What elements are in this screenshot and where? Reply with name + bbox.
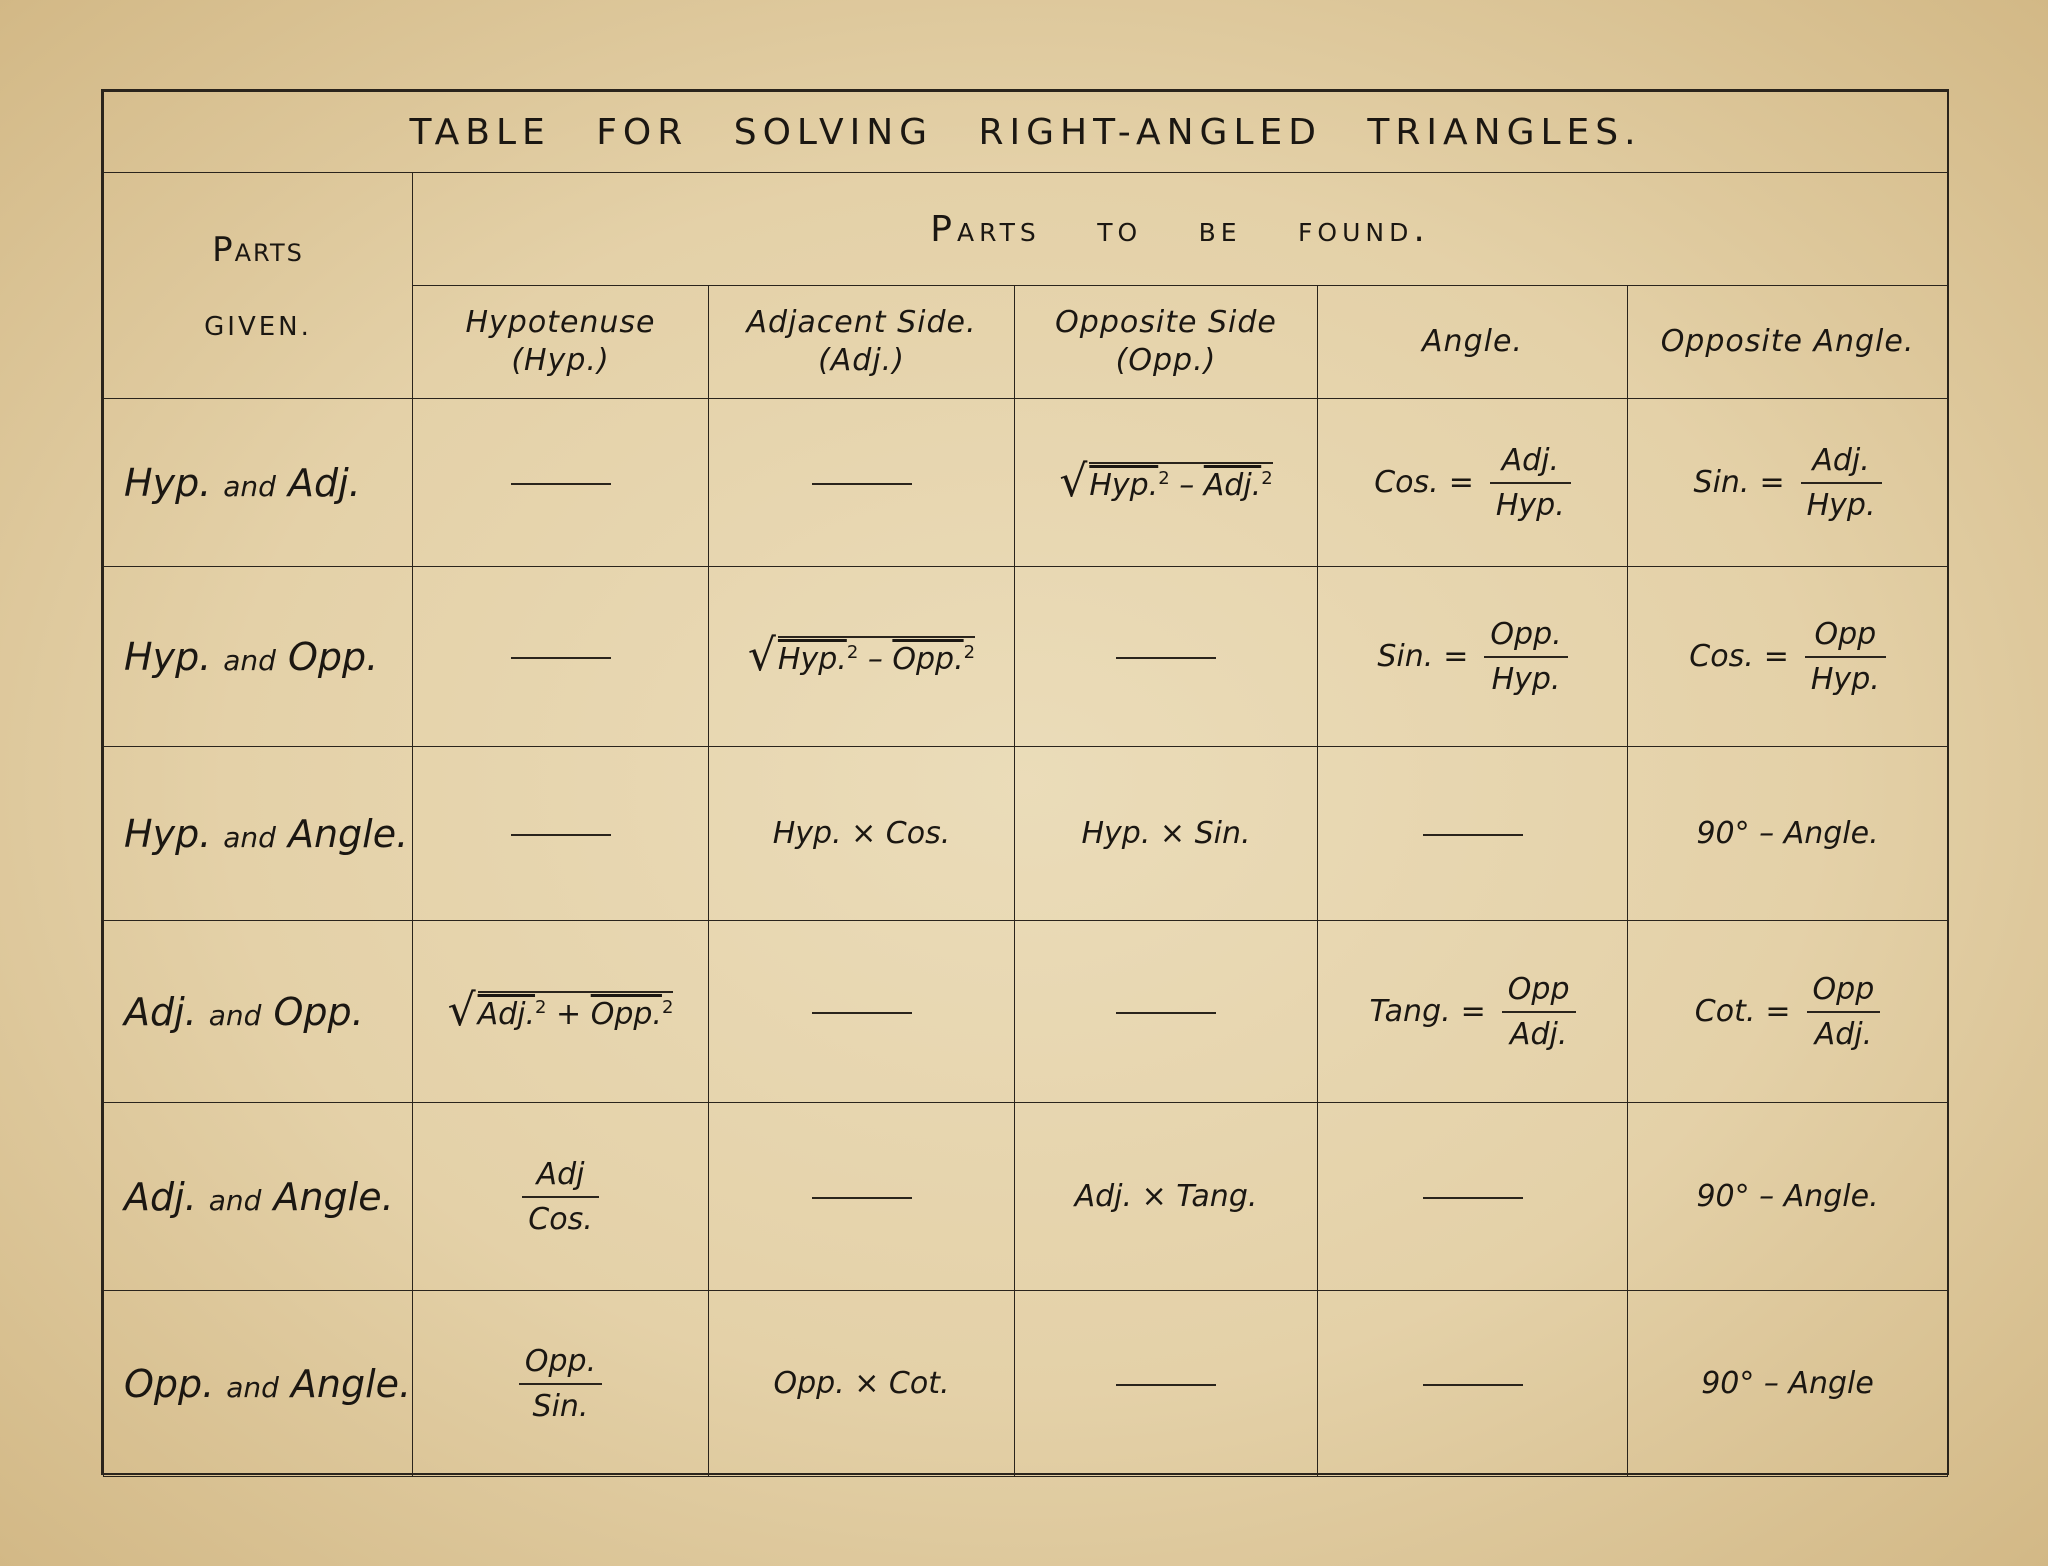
numerator: Adj bbox=[522, 1157, 598, 1198]
cell-not-applicable bbox=[709, 399, 1015, 567]
cell-not-applicable bbox=[413, 399, 709, 567]
cell-not-applicable bbox=[413, 567, 709, 747]
fraction bbox=[1807, 972, 1881, 1052]
fraction bbox=[1805, 617, 1886, 697]
exponent: 2 bbox=[1261, 468, 1273, 489]
dash-mark bbox=[1423, 1197, 1523, 1199]
given-part-b: Angle. bbox=[273, 1174, 394, 1219]
triangle-solving-table bbox=[103, 91, 1948, 1477]
table-title: TABLE FOR SOLVING RIGHT-ANGLED TRIANGLES. bbox=[104, 92, 1948, 173]
numerator: Opp bbox=[1807, 972, 1881, 1013]
radical-sign: √ bbox=[447, 985, 476, 1036]
cell-opposite-angle-formula bbox=[1628, 567, 1948, 747]
column-header-line1: Adjacent Side. bbox=[746, 305, 977, 340]
given-part-a: Adj. bbox=[124, 989, 197, 1034]
equals-sign: = bbox=[1765, 994, 1791, 1029]
table-row bbox=[104, 921, 1948, 1103]
radicand bbox=[778, 636, 975, 677]
formula-lhs: Cos. bbox=[1374, 465, 1439, 500]
exponent: 2 bbox=[661, 997, 674, 1018]
dash-mark bbox=[1116, 657, 1216, 659]
cell-adj-formula: Hyp. × Cos. bbox=[709, 747, 1015, 921]
cell-adj-formula bbox=[709, 567, 1015, 747]
cell-not-applicable bbox=[1015, 1291, 1318, 1477]
exponent: 2 bbox=[963, 642, 976, 663]
given-part-a: Hyp. bbox=[124, 634, 212, 679]
given-and: and bbox=[223, 469, 276, 503]
given-part-a: Opp. bbox=[124, 1361, 215, 1406]
column-header-line1: Opposite Angle. bbox=[1660, 324, 1915, 359]
table-row bbox=[104, 1103, 1948, 1291]
column-header-line1: Hypotenuse bbox=[465, 305, 656, 340]
radicand bbox=[1089, 462, 1272, 503]
formula-lhs: Sin. bbox=[1377, 639, 1434, 674]
parts-to-be-found-header: Parts to be found. bbox=[413, 173, 1948, 286]
numerator: Opp. bbox=[519, 1344, 602, 1385]
fraction bbox=[1490, 443, 1571, 523]
column-header-line2: (Opp.) bbox=[1115, 343, 1217, 378]
cell-opp-formula: Adj. × Tang. bbox=[1015, 1103, 1318, 1291]
formula-lhs: Tang. bbox=[1369, 994, 1451, 1029]
denominator: Sin. bbox=[532, 1388, 589, 1424]
formula-lhs: Sin. bbox=[1693, 465, 1750, 500]
parts-given-label-2: GIVEN. bbox=[204, 311, 312, 342]
cell-opposite-angle-formula: 90° – Angle bbox=[1628, 1291, 1948, 1477]
cell-not-applicable bbox=[413, 747, 709, 921]
table-row bbox=[104, 399, 1948, 567]
given-part-b: Adj. bbox=[287, 460, 361, 505]
given-part-b: Angle. bbox=[287, 811, 409, 856]
table-row bbox=[104, 1291, 1948, 1477]
numerator: Opp bbox=[1805, 617, 1886, 658]
cell-not-applicable bbox=[1318, 1103, 1628, 1291]
denominator: Hyp. bbox=[1810, 661, 1880, 697]
column-header-line1: Opposite Side bbox=[1055, 305, 1277, 340]
equals-sign: = bbox=[1460, 994, 1486, 1029]
term-b: Opp. bbox=[892, 642, 964, 677]
cell-hyp-formula bbox=[413, 1103, 709, 1291]
denominator: Cos. bbox=[528, 1201, 593, 1237]
square-root-expression bbox=[1059, 456, 1273, 507]
equals-sign: = bbox=[1763, 639, 1789, 674]
fraction bbox=[1484, 617, 1567, 697]
column-header-angle bbox=[1318, 286, 1628, 399]
row-label-hyp-opp bbox=[104, 567, 413, 747]
cell-not-applicable bbox=[709, 1103, 1015, 1291]
cell-angle-formula bbox=[1318, 399, 1628, 567]
dash-mark bbox=[1423, 1384, 1523, 1386]
cell-opposite-angle-formula: 90° – Angle. bbox=[1628, 1103, 1948, 1291]
cell-angle-formula bbox=[1318, 921, 1628, 1103]
exponent: 2 bbox=[535, 997, 547, 1018]
equals-sign: = bbox=[1759, 465, 1785, 500]
row-label-adj-angle bbox=[104, 1103, 413, 1291]
numerator: Opp bbox=[1502, 972, 1576, 1013]
parts-given-header bbox=[104, 173, 413, 399]
given-and: and bbox=[208, 1183, 262, 1217]
row-label-opp-angle bbox=[104, 1291, 413, 1477]
term-a: Hyp. bbox=[777, 642, 847, 677]
given-and: and bbox=[223, 820, 276, 854]
numerator: Opp. bbox=[1484, 617, 1567, 658]
dash-mark bbox=[511, 483, 611, 485]
column-header-adjacent-side bbox=[709, 286, 1015, 399]
given-and: and bbox=[226, 1370, 279, 1404]
column-header-line1: Angle. bbox=[1422, 324, 1523, 359]
cell-angle-formula bbox=[1318, 567, 1628, 747]
cell-not-applicable bbox=[1318, 1291, 1628, 1477]
denominator: Hyp. bbox=[1495, 487, 1565, 523]
term-a: Adj. bbox=[477, 997, 536, 1032]
cell-not-applicable bbox=[709, 921, 1015, 1103]
parts-given-label: Parts bbox=[212, 229, 304, 270]
radical-sign: √ bbox=[747, 630, 776, 681]
equals-sign: = bbox=[1443, 639, 1469, 674]
equals-sign: = bbox=[1448, 465, 1474, 500]
cell-hyp-formula bbox=[413, 921, 709, 1103]
given-part-b: Opp. bbox=[273, 989, 364, 1034]
row-label-adj-opp bbox=[104, 921, 413, 1103]
dash-mark bbox=[511, 657, 611, 659]
given-part-b: Opp. bbox=[287, 634, 379, 679]
cell-opposite-angle-formula: 90° – Angle. bbox=[1628, 747, 1948, 921]
column-header-hypotenuse bbox=[413, 286, 709, 399]
numerator: Adj. bbox=[1801, 443, 1882, 484]
operator: – bbox=[1179, 468, 1195, 503]
given-part-a: Hyp. bbox=[124, 460, 212, 505]
square-root-expression bbox=[747, 630, 976, 681]
radicand bbox=[478, 991, 674, 1032]
fraction bbox=[519, 1344, 602, 1424]
radical-sign: √ bbox=[1059, 456, 1088, 507]
given-part-a: Hyp. bbox=[124, 811, 212, 856]
cell-not-applicable bbox=[1015, 921, 1318, 1103]
table-row bbox=[104, 747, 1948, 921]
cell-not-applicable bbox=[1318, 747, 1628, 921]
table-row bbox=[104, 567, 1948, 747]
column-header-line2: (Adj.) bbox=[818, 343, 905, 378]
term-b: Opp. bbox=[590, 997, 662, 1032]
triangle-table-frame bbox=[101, 89, 1949, 1475]
fraction bbox=[522, 1157, 598, 1237]
column-header-opposite-angle bbox=[1628, 286, 1948, 399]
denominator: Hyp. bbox=[1806, 487, 1876, 523]
fraction bbox=[1801, 443, 1882, 523]
given-part-a: Adj. bbox=[124, 1174, 197, 1219]
fraction bbox=[1502, 972, 1576, 1052]
given-and: and bbox=[208, 998, 262, 1032]
dash-mark bbox=[1423, 834, 1523, 836]
cell-adj-formula: Opp. × Cot. bbox=[709, 1291, 1015, 1477]
dash-mark bbox=[1116, 1012, 1216, 1014]
cell-opposite-angle-formula bbox=[1628, 399, 1948, 567]
exponent: 2 bbox=[846, 642, 859, 663]
formula-lhs: Cot. bbox=[1694, 994, 1756, 1029]
square-root-expression bbox=[447, 985, 674, 1036]
cell-hyp-formula bbox=[413, 1291, 709, 1477]
dash-mark bbox=[1116, 1384, 1216, 1386]
column-header-opposite-side bbox=[1015, 286, 1318, 399]
given-part-b: Angle. bbox=[290, 1361, 412, 1406]
column-header-line2: (Hyp.) bbox=[511, 343, 610, 378]
cell-not-applicable bbox=[1015, 567, 1318, 747]
term-a: Hyp. bbox=[1089, 468, 1159, 503]
dash-mark bbox=[511, 834, 611, 836]
operator: – bbox=[867, 642, 883, 677]
denominator: Adj. bbox=[1509, 1016, 1568, 1052]
numerator: Adj. bbox=[1490, 443, 1571, 484]
dash-mark bbox=[812, 483, 912, 485]
exponent: 2 bbox=[1158, 468, 1170, 489]
term-b: Adj. bbox=[1203, 468, 1262, 503]
formula-lhs: Cos. bbox=[1689, 639, 1754, 674]
denominator: Hyp. bbox=[1491, 661, 1561, 697]
row-label-hyp-adj bbox=[104, 399, 413, 567]
cell-opposite-angle-formula bbox=[1628, 921, 1948, 1103]
denominator: Adj. bbox=[1814, 1016, 1873, 1052]
cell-opp-formula bbox=[1015, 399, 1318, 567]
cell-opp-formula: Hyp. × Sin. bbox=[1015, 747, 1318, 921]
dash-mark bbox=[812, 1012, 912, 1014]
operator: + bbox=[556, 997, 582, 1032]
row-label-hyp-angle bbox=[104, 747, 413, 921]
given-and: and bbox=[223, 643, 276, 677]
dash-mark bbox=[812, 1197, 912, 1199]
